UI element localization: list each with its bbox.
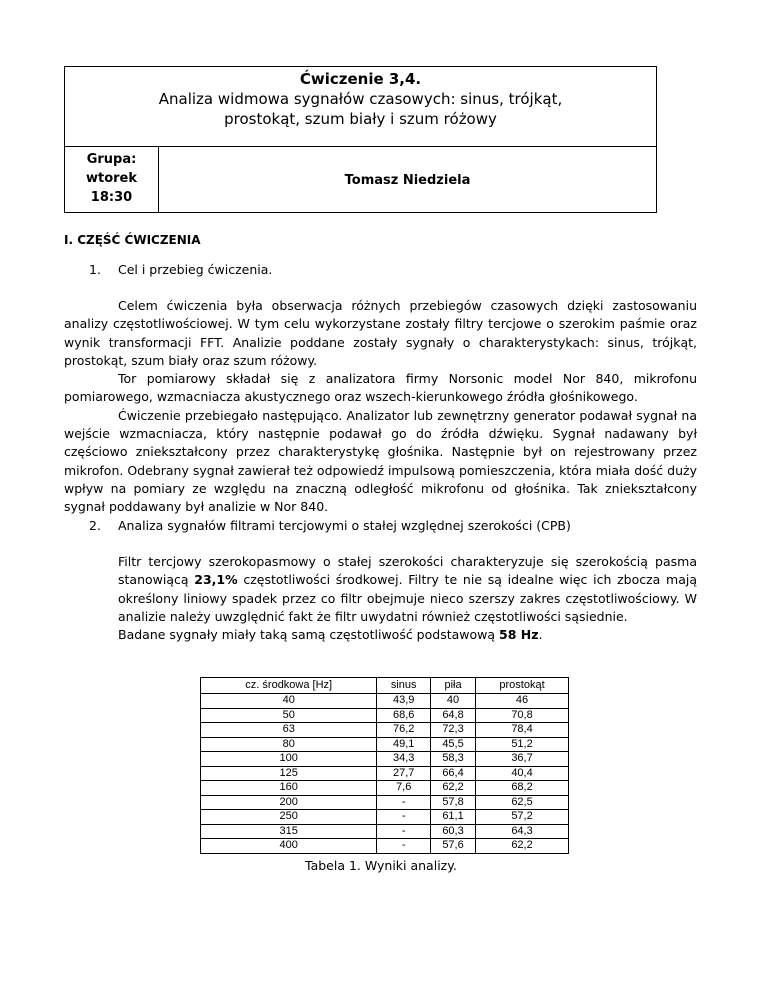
paragraph-1: Celem ćwiczenia była obserwacja różnych przebiegów czasowych dzięki zastosowaniu analizy częstotliwościowej. W tym celu wykorzystane zostały filtry tercjowe o szerokim paśmie oraz wynik transformacji FFT. Analizie poddane zostały sygnały o charakterystykach: sinus, trójkąt, prostokąt, szum biały oraz szum różowy. (64, 298, 697, 368)
table-cell: 45,5 (431, 737, 476, 752)
subsection-1-heading (89, 262, 272, 277)
table-cell: 40,4 (476, 766, 569, 781)
table-cell: 43,9 (377, 694, 431, 709)
table-cell: 315 (201, 824, 377, 839)
table-cell: - (377, 795, 431, 810)
table-cell: 200 (201, 795, 377, 810)
table-row (201, 766, 569, 781)
group-day: wtorek (85, 171, 138, 186)
paragraph-2: Tor pomiarowy składał się z analizatora firmy Norsonic model Nor 840, mikrofonu pomiarowego, wzmacniacza akustycznego oraz wszech-kierunkowego źródła głośnikowego. (64, 371, 697, 405)
table-cell: - (377, 839, 431, 854)
table-cell: 68,6 (377, 708, 431, 723)
table-cell: 250 (201, 810, 377, 825)
table-cell: 160 (201, 781, 377, 796)
fundamental-frequency: 58 Hz (499, 627, 539, 643)
table-row (201, 795, 569, 810)
table-cell: 58,3 (431, 752, 476, 767)
table-cell: 70,8 (476, 708, 569, 723)
group-cell (65, 147, 159, 213)
paragraph-5: Badane sygnały miały taką samą częstotliwość podstawową 58 Hz. (118, 627, 543, 643)
table-cell: 40 (201, 694, 377, 709)
title-cell (65, 67, 656, 147)
section-title: I. CZĘŚĆ ĆWICZENIA (64, 233, 201, 247)
table-cell: - (377, 824, 431, 839)
table-caption: Tabela 1. Wyniki analizy. (305, 858, 457, 873)
table-cell: 57,8 (431, 795, 476, 810)
subsection-2-title: Analiza sygnałów filtrami tercjowymi o stałej względnej szerokości (CPB) (118, 518, 571, 533)
title-line-3: prostokąt, szum biały i szum różowy (224, 110, 497, 128)
section-1-body (64, 297, 697, 517)
table-cell: 49,1 (377, 737, 431, 752)
table-row (201, 839, 569, 854)
group-label: Grupa: (86, 152, 137, 167)
col-header-frequency: cz. środkowa [Hz] (201, 678, 377, 694)
table-cell: 46 (476, 694, 569, 709)
table-cell: 68,2 (476, 781, 569, 796)
table-cell: 63 (201, 723, 377, 738)
section-2-body (118, 553, 697, 644)
author-name: Tomasz Niedziela (344, 172, 471, 188)
table-row (201, 694, 569, 709)
table-cell: 125 (201, 766, 377, 781)
bandwidth-percent: 23,1% (194, 572, 238, 588)
table-row (201, 752, 569, 767)
table-row (201, 737, 569, 752)
header-table (64, 66, 657, 213)
col-header-sinus: sinus (377, 678, 431, 694)
table-cell: 78,4 (476, 723, 569, 738)
table-row (201, 723, 569, 738)
table-cell: 100 (201, 752, 377, 767)
table-cell: 72,3 (431, 723, 476, 738)
paragraph-4: Filtr tercjowy szerokopasmowy o stałej szerokości charakteryzuje się szerokością pasma stanowiącą 23,1% częstotliwości środkowej. Filtry te nie są idealne więc ich zbocza mają określony liniowy spadek przez co filtr obejmuje nieco szerszy zakres częstotliwościowy. W analizie należy uwzględnić fakt że filtr uwydatni również częstotliwości sąsiednie. (118, 554, 697, 624)
table-cell: 66,4 (431, 766, 476, 781)
table-cell: 62,5 (476, 795, 569, 810)
table-cell: 50 (201, 708, 377, 723)
table-cell: 400 (201, 839, 377, 854)
table-cell: 57,2 (476, 810, 569, 825)
subsection-2-number: 2. (89, 518, 101, 533)
table-cell: 34,3 (377, 752, 431, 767)
subsection-1-number: 1. (89, 262, 101, 277)
table-header-row (201, 678, 569, 694)
exercise-number: Ćwiczenie 3,4. (299, 70, 422, 88)
table-cell: 36,7 (476, 752, 569, 767)
table-cell: 64,3 (476, 824, 569, 839)
table-row (201, 781, 569, 796)
table-cell: 64,8 (431, 708, 476, 723)
table-cell: 61,1 (431, 810, 476, 825)
subsection-1-title: Cel i przebieg ćwiczenia. (118, 262, 273, 277)
table-row (201, 824, 569, 839)
table-row (201, 810, 569, 825)
table-row (201, 708, 569, 723)
table-cell: 27,7 (377, 766, 431, 781)
results-table (200, 677, 569, 854)
table-cell: 60,3 (431, 824, 476, 839)
group-time: 18:30 (90, 190, 133, 205)
col-header-prostokat: prostokąt (476, 678, 569, 694)
paragraph-3: Ćwiczenie przebiegało następująco. Analizator lub zewnętrzny generator podawał sygnał na wejście wzmacniacza, który następnie podawał go do źródła dźwięku. Sygnał nadawany był częściowo zniekształcony przez charakterystykę głośnika. Następnie był on rejestrowany przez mikrofon. Odebrany sygnał zawierał też odpowiedź impulsową pomieszczenia, która miała dość duży wpływ na pomiary ze względu na znaczną odległość mikrofonu od głośnika. Tak zniekształcony sygnał poddawany był analizie w Nor 840. (64, 407, 697, 515)
table-cell: 62,2 (431, 781, 476, 796)
col-header-pila: piła (431, 678, 476, 694)
table-cell: 62,2 (476, 839, 569, 854)
table-cell: - (377, 810, 431, 825)
table-cell: 57,6 (431, 839, 476, 854)
table-cell: 80 (201, 737, 377, 752)
table-cell: 51,2 (476, 737, 569, 752)
table-cell: 7,6 (377, 781, 431, 796)
title-line-2: Analiza widmowa sygnałów czasowych: sinus, trójkąt, (158, 90, 563, 108)
table-cell: 40 (431, 694, 476, 709)
table-cell: 76,2 (377, 723, 431, 738)
subsection-2-heading (89, 518, 571, 533)
